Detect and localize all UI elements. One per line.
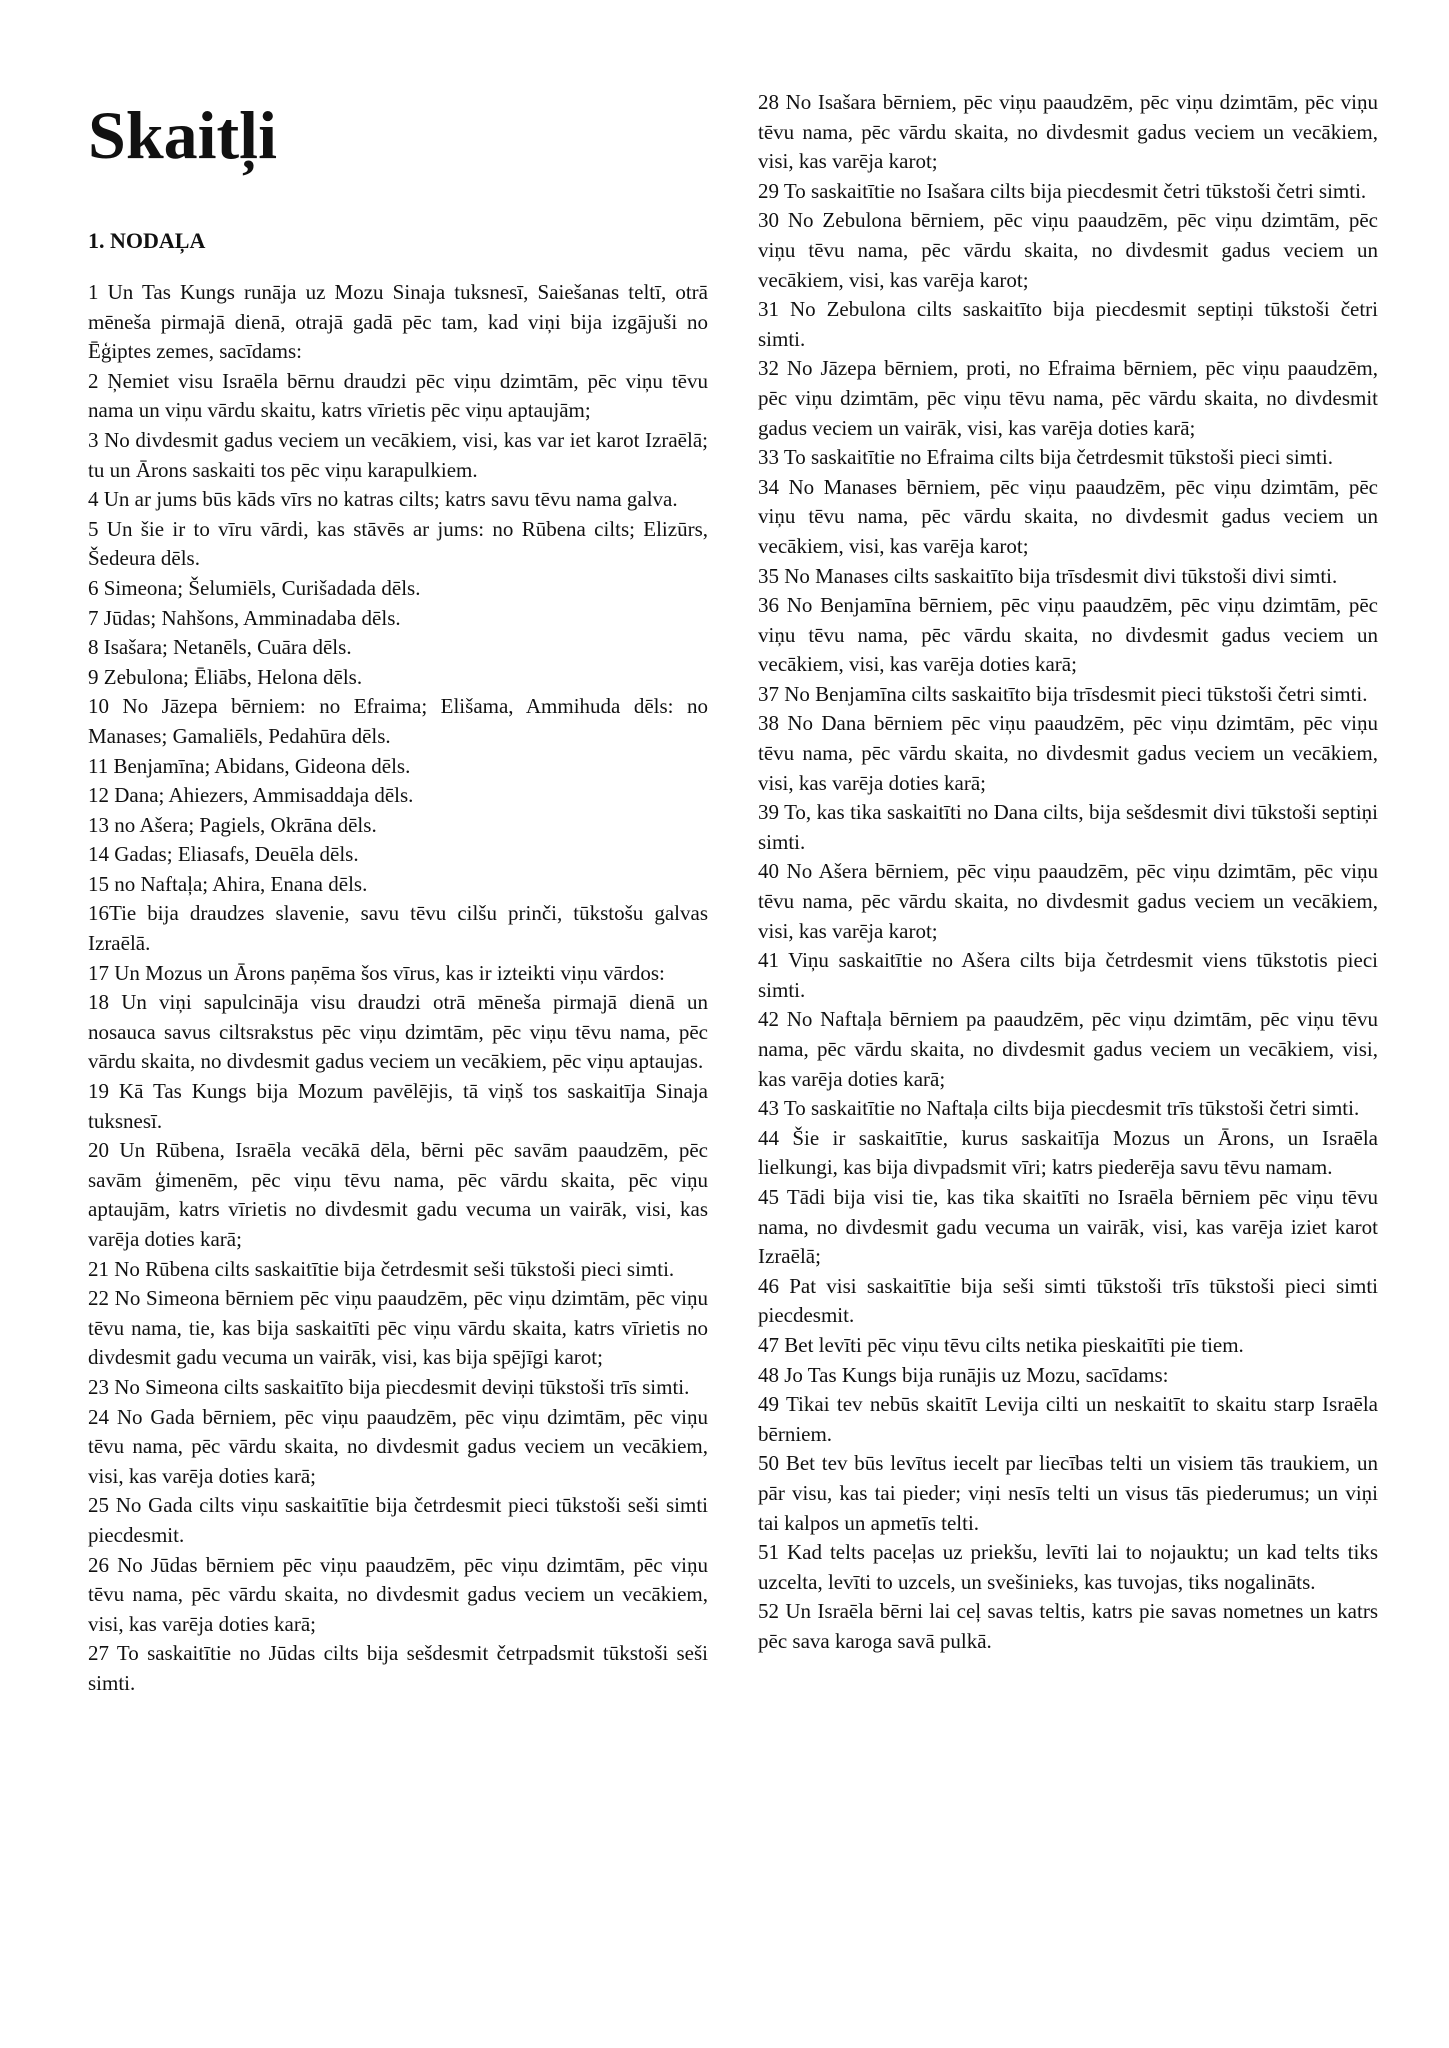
left-column (88, 86, 708, 1695)
verse-paragraph: 12 Dana; Ahiezers, Ammisaddaja dēls. (88, 783, 414, 808)
verse-paragraph: 1 Un Tas Kungs runāja uz Mozu Sinaja tuksnesī, Saiešanas teltī, otrā mēneša pirmajā dienā, otrajā gadā pēc tam, kad viņi bija izgājuši no Ēģiptes zemes, sacīdams: (88, 280, 708, 364)
verse-paragraph: 2 Ņemiet visu Israēla bērnu draudzi pēc viņu dzimtām, pēc viņu tēvu nama un viņu vārdu skaitu, katrs vīrietis pēc viņu aptaujām; (88, 368, 708, 423)
verse-paragraph: 3 No divdesmit gadus veciem un vecākiem, visi, kas var iet karot Izraēlā; tu un Ārons saskaiti tos pēc viņu karapulkiem. (88, 427, 708, 482)
verse-paragraph: 16Tie bija draudzes slavenie, savu tēvu cilšu prinči, tūkstošu galvas Izraēlā. (88, 901, 708, 956)
verse-paragraph: 17 Un Mozus un Ārons paņēma šos vīrus, kas ir izteikti viņu vārdos: (88, 960, 665, 985)
verse-paragraph: 27 To saskaitītie no Jūdas cilts bija sešdesmit četrpadsmit tūkstoši seši simti. (88, 1641, 708, 1695)
verse-paragraph: 13 no Ašera; Pagiels, Okrāna dēls. (88, 812, 377, 837)
chapter-heading: 1. NODAĻA (88, 228, 206, 253)
verse-paragraph: 31 No Zebulona cilts saskaitīto bija piecdesmit septiņi tūkstoši četri simti. (758, 297, 1378, 351)
verse-paragraph: 40 No Ašera bērniem, pēc viņu paaudzēm, pēc viņu dzimtām, pēc viņu tēvu nama, pēc vārdu skaita, no divdesmit gadus veciem un vecākiem, visi, kas varēja karot; (758, 859, 1378, 943)
verse-paragraph: 21 No Rūbena cilts saskaitītie bija četrdesmit seši tūkstoši pieci simti. (88, 1256, 675, 1281)
verse-paragraph: 8 Isašara; Netanēls, Cuāra dēls. (88, 635, 352, 660)
verse-paragraph: 41 Viņu saskaitītie no Ašera cilts bija četrdesmit viens tūkstotis pieci simti. (758, 948, 1378, 1002)
verse-paragraph: 35 No Manases cilts saskaitīto bija trīsdesmit divi tūkstoši divi simti. (758, 563, 1338, 588)
verse-paragraph: 51 Kad telts paceļas uz priekšu, levīti lai to nojauktu; un kad telts tiks uzcelta, levīti to uzcels, un svešinieks, kas tuvojas, tiks nogalināts. (758, 1540, 1378, 1594)
verse-paragraph: 50 Bet tev būs levītus iecelt par liecības telti un visiem tās traukiem, un pār visu, kas tai pieder; viņi nesīs telti un visus tās piederumus; un viņi tai kalpos un apmetīs telti. (758, 1451, 1378, 1535)
right-verse-list (758, 88, 1378, 1656)
verse-paragraph: 20 Un Rūbena, Israēla vecākā dēla, bērni pēc savām paaudzēm, pēc savām ģimenēm, pēc viņu tēvu nama, pēc vārdu skaita, pēc viņu aptaujām, katrs vīrietis no divdesmit gadu vecuma un vairāk, visi, kas varēja doties karā; (88, 1138, 708, 1251)
verse-paragraph: 30 No Zebulona bērniem, pēc viņu paaudzēm, pēc viņu dzimtām, pēc viņu tēvu nama, pēc vārdu skaita, no divdesmit gadus veciem un vecākiem, visi, kas varēja karot; (758, 208, 1378, 292)
verse-paragraph: 15 no Naftaļa; Ahira, Enana dēls. (88, 871, 368, 896)
verse-paragraph: 36 No Benjamīna bērniem, pēc viņu paaudzēm, pēc viņu dzimtām, pēc viņu tēvu nama, pēc vārdu skaita, no divdesmit gadus veciem un vecākiem, visi, kas varēja doties karā; (758, 593, 1378, 677)
verse-paragraph: 6 Simeona; Šelumiēls, Curišadada dēls. (88, 575, 421, 600)
verse-paragraph: 11 Benjamīna; Abidans, Gideona dēls. (88, 753, 411, 778)
right-column (758, 88, 1378, 1656)
left-verse-list (88, 278, 708, 1699)
verse-paragraph: 22 No Simeona bērniem pēc viņu paaudzēm, pēc viņu dzimtām, pēc viņu tēvu nama, tie, kas bija saskaitīti pēc viņu vārdu skaita, katrs vīrietis no divdesmit gadu vecuma un vairāk, visi, kas bija spējīgi karot; (88, 1286, 708, 1370)
verse-paragraph: 49 Tikai tev nebūs skaitīt Levija cilti un neskaitīt to skaitu starp Israēla bērniem. (758, 1392, 1378, 1446)
verse-paragraph: 24 No Gada bērniem, pēc viņu paaudzēm, pēc viņu dzimtām, pēc viņu tēvu nama, pēc vārdu skaita, no divdesmit gadus veciem un vecākiem, visi, kas varēja doties karā; (88, 1404, 708, 1488)
verse-paragraph: 32 No Jāzepa bērniem, proti, no Efraima bērniem, pēc viņu paaudzēm, pēc viņu dzimtām, pēc viņu tēvu nama, pēc vārdu skaita, no divdesmit gadus veciem un vairāk, visi, kas varēja doties karā; (758, 356, 1378, 440)
verse-paragraph: 39 To, kas tika saskaitīti no Dana cilts, bija sešdesmit divi tūkstoši septiņi simti. (758, 800, 1378, 854)
verse-paragraph: 38 No Dana bērniem pēc viņu paaudzēm, pēc viņu dzimtām, pēc viņu tēvu nama, pēc vārdu skaita, no divdesmit gadus veciem un vecākiem, visi, kas varēja doties karā; (758, 711, 1378, 795)
verse-paragraph: 48 Jo Tas Kungs bija runājis uz Mozu, sacīdams: (758, 1362, 1169, 1387)
verse-paragraph: 44 Šie ir saskaitītie, kurus saskaitīja Mozus un Ārons, un Israēla lielkungi, kas bija divpadsmit vīri; katrs piederēja savu tēvu namam. (758, 1125, 1378, 1180)
verse-paragraph: 19 Kā Tas Kungs bija Mozum pavēlējis, tā viņš tos saskaitīja Sinaja tuksnesī. (88, 1079, 708, 1133)
verse-paragraph: 4 Un ar jums būs kāds vīrs no katras cilts; katrs savu tēvu nama galva. (88, 487, 678, 512)
verse-paragraph: 26 No Jūdas bērniem pēc viņu paaudzēm, pēc viņu dzimtām, pēc viņu tēvu nama, pēc vārdu skaita, no divdesmit gadus veciem un vecākiem, visi, kas varēja doties karā; (88, 1552, 708, 1636)
verse-paragraph: 25 No Gada cilts viņu saskaitītie bija četrdesmit pieci tūkstoši seši simti piecdesmit. (88, 1493, 708, 1547)
verse-paragraph: 18 Un viņi sapulcināja visu draudzi otrā mēneša pirmajā dienā un nosauca savus ciltsrakstus pēc viņu dzimtām, pēc viņu tēvu nama, pēc vārdu skaita, no divdesmit gadus veciem un vecākiem, pēc viņu aptaujas. (88, 990, 708, 1074)
verse-paragraph: 7 Jūdas; Nahšons, Amminadaba dēls. (88, 605, 401, 630)
verse-paragraph: 47 Bet levīti pēc viņu tēvu cilts netika pieskaitīti pie tiem. (758, 1332, 1244, 1357)
verse-paragraph: 28 No Isašara bērniem, pēc viņu paaudzēm, pēc viņu dzimtām, pēc viņu tēvu nama, pēc vārdu skaita, no divdesmit gadus veciem un vecākiem, visi, kas varēja karot; (758, 90, 1378, 174)
verse-paragraph: 37 No Benjamīna cilts saskaitīto bija trīsdesmit pieci tūkstoši četri simti. (758, 681, 1368, 706)
verse-paragraph: 14 Gadas; Eliasafs, Deuēla dēls. (88, 842, 359, 867)
verse-paragraph: 9 Zebulona; Ēliābs, Helona dēls. (88, 664, 363, 689)
verse-paragraph: 42 No Naftaļa bērniem pa paaudzēm, pēc viņu dzimtām, pēc viņu tēvu nama, pēc vārdu skaita, no divdesmit gadus veciem un vecākiem, visi, kas varēja doties karā; (758, 1007, 1378, 1091)
verse-paragraph: 45 Tādi bija visi tie, kas tika skaitīti no Israēla bērniem pēc viņu tēvu nama, no divdesmit gadu vecuma un vairāk, visi, kas varēja iziet karot Izraēlā; (758, 1184, 1378, 1269)
verse-paragraph: 33 To saskaitītie no Efraima cilts bija četrdesmit tūkstoši pieci simti. (758, 445, 1333, 470)
verse-paragraph: 23 No Simeona cilts saskaitīto bija piecdesmit deviņi tūkstoši trīs simti. (88, 1374, 690, 1399)
verse-paragraph: 34 No Manases bērniem, pēc viņu paaudzēm, pēc viņu dzimtām, pēc viņu tēvu nama, pēc vārdu skaita, no divdesmit gadus veciem un vecākiem, visi, kas varēja karot; (758, 474, 1378, 558)
verse-paragraph: 29 To saskaitītie no Isašara cilts bija piecdesmit četri tūkstoši četri simti. (758, 178, 1367, 203)
verse-paragraph: 46 Pat visi saskaitītie bija seši simti tūkstoši trīs tūkstoši pieci simti piecdesmit. (758, 1273, 1378, 1328)
verse-paragraph: 52 Un Israēla bērni lai ceļ savas teltis, katrs pie savas nometnes un katrs pēc sava karoga savā pulkā. (758, 1599, 1378, 1653)
verse-paragraph: 43 To saskaitītie no Naftaļa cilts bija piecdesmit trīs tūkstoši četri simti. (758, 1096, 1360, 1121)
verse-paragraph: 10 No Jāzepa bērniem: no Efraima; Elišama, Ammihuda dēls: no Manases; Gamaliēls, Pedahūra dēls. (88, 694, 708, 748)
book-title: Skaitļi (88, 97, 277, 173)
verse-paragraph: 5 Un šie ir to vīru vārdi, kas stāvēs ar jums: no Rūbena cilts; Elizūrs, Šedeura dēls. (88, 516, 708, 571)
